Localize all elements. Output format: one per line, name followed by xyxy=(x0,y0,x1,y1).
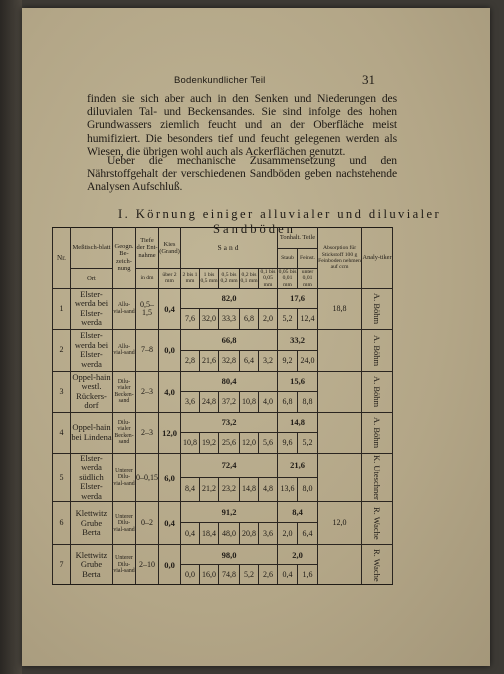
col-sand-sub: 0,2 bis 0,1 mm xyxy=(240,269,259,289)
table-title-line2: Sandböden xyxy=(213,222,296,236)
row-absorption xyxy=(318,412,362,453)
col-sand-sub: 1 bis 0,5 mm xyxy=(200,269,219,289)
row-staub: 5,2 xyxy=(278,308,298,329)
row-feinst: 8,8 xyxy=(298,391,318,412)
col-nr: Nr. xyxy=(53,228,71,289)
row-sand-fraction: 18,4 xyxy=(200,523,219,545)
col-sand-sub: 0,1 bis 0,05 mm xyxy=(259,269,278,289)
row-sand-total: 98,0 xyxy=(181,545,278,565)
row-sand-fraction: 25,6 xyxy=(219,432,240,453)
row-sand-fraction: 3,6 xyxy=(181,391,200,412)
row-sand-fraction: 5,2 xyxy=(240,565,259,585)
row-sand-fraction: 32,8 xyxy=(219,350,240,371)
table-row xyxy=(53,502,393,523)
row-staub: 2,0 xyxy=(278,523,298,545)
row-ort: Oppel-hain westl. Rückers-dorf xyxy=(72,371,111,411)
row-geogn: Allu-vial-sand xyxy=(113,288,136,329)
row-sand-total: 72,4 xyxy=(181,453,278,477)
row-sand-fraction: 4,0 xyxy=(259,391,278,412)
col-kies: Kies (Grand) xyxy=(159,228,181,269)
analysis-table xyxy=(52,227,393,585)
col-staub-sub: 0,05 bis 0,01 mm xyxy=(278,269,297,288)
row-sand-fraction: 21,6 xyxy=(200,350,219,371)
row-sand-fraction: 20,8 xyxy=(240,523,259,545)
row-ort: Oppel-hain bei Lindena xyxy=(71,412,113,453)
table-title-line1: I. Körnung einiger alluvialer und diluvialer xyxy=(118,207,442,221)
table-row xyxy=(53,412,393,432)
row-geogn: Allu-vial-sand xyxy=(113,329,136,371)
row-absorption xyxy=(318,545,362,585)
row-kies: 4,0 xyxy=(159,371,181,412)
row-geogn: Unterer Dilu-vial-sand xyxy=(113,502,136,545)
row-ort: Elster-werda bei Elster-werda xyxy=(71,288,113,329)
row-sand-fraction: 6,4 xyxy=(240,350,259,371)
table-row xyxy=(53,288,393,308)
row-sand-fraction: 74,8 xyxy=(219,565,240,585)
row-staub: 13,6 xyxy=(278,477,298,502)
row-sand-total: 66,8 xyxy=(181,329,278,350)
row-number: 1 xyxy=(53,288,71,329)
row-tiefe: 0–2 xyxy=(136,502,159,545)
row-number: 6 xyxy=(53,502,71,545)
row-ton-total: 33,2 xyxy=(278,329,318,350)
row-sand-fraction: 24,8 xyxy=(200,391,219,412)
row-geogn: Unterer Dilu-vial-sand xyxy=(113,545,136,585)
row-sand-fraction: 10,8 xyxy=(181,432,200,453)
col-tiefe: Tiefe der Ent-nahme xyxy=(136,228,159,269)
row-kies: 0,0 xyxy=(159,545,181,585)
row-number: 3 xyxy=(53,371,71,412)
running-header: Bodenkundlicher Teil xyxy=(174,75,266,86)
row-ton-total: 17,6 xyxy=(278,288,318,308)
row-sand-total: 91,2 xyxy=(181,502,278,523)
row-absorption: 18,8 xyxy=(318,288,362,329)
row-ort: Elster-werda südlich Elster-werda xyxy=(71,453,113,502)
table-row xyxy=(53,329,393,350)
col-sand-sub: 0,5 bis 0,2 mm xyxy=(219,269,240,289)
row-analytiker: A. Böhm xyxy=(362,329,393,371)
col-ort: Ort xyxy=(71,269,113,289)
row-sand-fraction: 3,6 xyxy=(259,523,278,545)
table-row xyxy=(53,371,393,391)
row-ton-total: 8,4 xyxy=(278,502,318,523)
col-geogn: Geogn. Be-zeich-nung xyxy=(113,228,136,289)
row-tiefe: 2–3 xyxy=(136,371,159,412)
row-feinst: 5,2 xyxy=(298,432,318,453)
row-analytiker: A. Böhm xyxy=(362,288,393,329)
page-number: 31 xyxy=(362,72,375,87)
row-geogn: Unterer Dilu-vial-sand xyxy=(113,453,136,502)
row-sand-fraction: 7,6 xyxy=(181,308,200,329)
col-messtischblatt: Meßtisch-blatt xyxy=(71,228,113,269)
row-number: 2 xyxy=(53,329,71,371)
col-absorption: Absorption für Stickstoff 100 g Feinboden nehmen auf ccm xyxy=(318,228,362,289)
table-row xyxy=(53,545,393,565)
row-ort: Klettwitz Grube Berta xyxy=(71,502,113,545)
row-sand-fraction: 0,0 xyxy=(181,565,200,585)
row-analytiker: R. Wache xyxy=(362,502,393,545)
table-row xyxy=(53,453,393,477)
row-analytiker: A. Böhm xyxy=(362,371,393,412)
row-sand-fraction: 12,0 xyxy=(240,432,259,453)
col-tonhalt: Tonhalt. Teile xyxy=(278,228,318,249)
row-sand-total: 82,0 xyxy=(181,288,278,308)
paragraph-2: Ueber die mechanische Zusammensetzung und den Nährstoffgehalt der verschiedenen Sandböden geben nachstehende Analysen Aufschluß. xyxy=(87,154,397,194)
col-sand-sub: 2 bis 1 mm xyxy=(181,269,200,289)
row-tiefe: 2–10 xyxy=(136,545,159,585)
row-ton-total: 21,6 xyxy=(278,453,318,477)
row-tiefe: 7–8 xyxy=(136,329,159,371)
row-kies: 0,4 xyxy=(159,502,181,545)
row-kies: 12,0 xyxy=(159,412,181,453)
row-sand-fraction: 48,0 xyxy=(219,523,240,545)
row-geogn: Dilu-vialer Becken-sand xyxy=(113,412,136,453)
row-ort: Elster-werda bei Elster-werda xyxy=(71,329,113,371)
row-sand-fraction: 16,0 xyxy=(200,565,219,585)
row-absorption xyxy=(318,371,362,412)
col-tiefe-unit: in dm xyxy=(136,269,159,289)
row-number: 7 xyxy=(53,545,71,585)
row-sand-fraction: 3,2 xyxy=(259,350,278,371)
row-ton-total: 2,0 xyxy=(278,545,318,565)
row-tiefe: 0–0,15 xyxy=(136,453,159,502)
row-sand-fraction: 23,2 xyxy=(219,477,240,502)
row-feinst: 24,0 xyxy=(298,350,318,371)
row-staub: 6,8 xyxy=(278,391,298,412)
row-sand-fraction: 4,8 xyxy=(259,477,278,502)
col-sand: Sand xyxy=(181,228,278,269)
row-sand-total: 73,2 xyxy=(181,412,278,432)
row-tiefe: 0,5–1,5 xyxy=(136,288,159,329)
row-kies: 0,4 xyxy=(159,288,181,329)
row-sand-fraction: 10,8 xyxy=(240,391,259,412)
row-analytiker: R. Wache xyxy=(362,545,393,585)
row-sand-fraction: 19,2 xyxy=(200,432,219,453)
row-sand-fraction: 2,6 xyxy=(259,565,278,585)
row-kies: 0,0 xyxy=(159,329,181,371)
row-sand-fraction: 5,6 xyxy=(259,432,278,453)
row-analytiker: A. Böhm xyxy=(362,412,393,453)
row-kies: 6,0 xyxy=(159,453,181,502)
row-absorption xyxy=(318,329,362,371)
col-analytiker: Analy-tiker xyxy=(362,228,393,289)
row-staub: 9,2 xyxy=(278,350,298,371)
row-sand-fraction: 37,2 xyxy=(219,391,240,412)
row-absorption: 12,0 xyxy=(318,502,362,545)
row-sand-fraction: 21,2 xyxy=(200,477,219,502)
row-sand-total: 80,4 xyxy=(181,371,278,391)
row-sand-fraction: 8,4 xyxy=(181,477,200,502)
row-staub: 0,4 xyxy=(278,565,298,585)
row-ort: Klettwitz Grube Berta xyxy=(71,545,113,585)
row-ton-total: 14,8 xyxy=(278,412,318,432)
row-sand-fraction: 2,0 xyxy=(259,308,278,329)
row-sand-fraction: 2,8 xyxy=(181,350,200,371)
book-spine xyxy=(0,0,22,674)
row-number: 5 xyxy=(53,453,71,502)
row-feinst: 1,6 xyxy=(298,565,318,585)
col-feinst-sub: unter 0,01 mm xyxy=(298,269,318,289)
row-staub: 9,6 xyxy=(278,432,298,453)
row-sand-fraction: 33,3 xyxy=(219,308,240,329)
row-sand-fraction: 32,0 xyxy=(200,308,219,329)
paragraph-1: finden sie sich aber auch in den Senken und Niederungen des diluvialen Tal- und Beckensandes. Sie sind infolge des hohen Grundwassers ziemlich feucht und an der Oberfläche meist humifiziert. Die besonders tief und feucht gelegenen werden als Wiesen, die übrigen wohl auch als Ackerflächen genutzt. xyxy=(87,92,397,158)
row-tiefe: 2–3 xyxy=(136,412,159,453)
row-geogn: Dilu-vialer Becken-sand xyxy=(113,371,136,412)
row-number: 4 xyxy=(53,412,71,453)
row-feinst: 12,4 xyxy=(298,308,318,329)
row-feinst: 8,0 xyxy=(298,477,318,502)
row-feinst: 6,4 xyxy=(298,523,318,545)
row-sand-fraction: 6,8 xyxy=(240,308,259,329)
row-analytiker: K. Uteschner xyxy=(362,453,393,502)
row-absorption xyxy=(318,453,362,502)
row-sand-fraction: 14,8 xyxy=(240,477,259,502)
col-feinst: Feinst. xyxy=(298,249,318,269)
col-kies-sub: über 2 mm xyxy=(159,269,181,289)
row-sand-fraction: 0,4 xyxy=(181,523,200,545)
col-staub: Staub xyxy=(278,249,298,269)
row-ton-total: 15,6 xyxy=(278,371,318,391)
